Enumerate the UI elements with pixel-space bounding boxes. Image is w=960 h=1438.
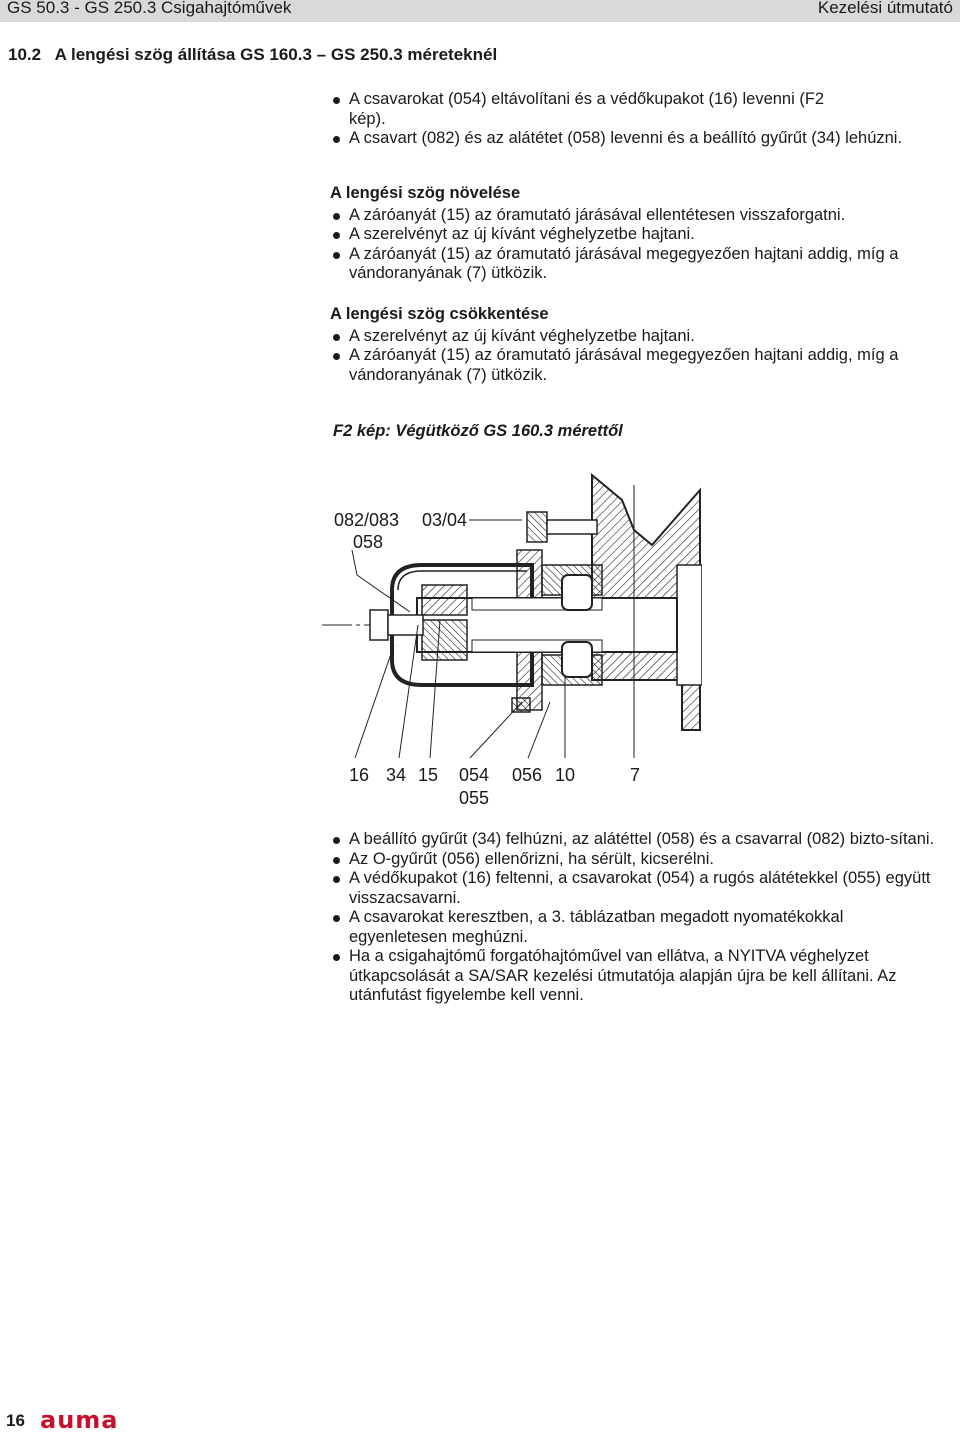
list-item: A szerelvényt az új kívánt véghelyzetbe hajtani.	[330, 225, 950, 245]
list-item: A záróanyát (15) az óramutató járásával megegyezően hajtani addig, míg a vándoranyának (7) ütközik.	[330, 346, 950, 385]
label-082-083: 082/083	[334, 510, 400, 530]
lock-nut	[422, 585, 467, 615]
bolt-top	[527, 512, 547, 542]
list-item: A csavart (082) és az alátétet (058) levenni és a beállító gyűrűt (34) lehúzni.	[330, 129, 919, 149]
auma-logo-icon	[40, 1409, 128, 1433]
list-item: A csavarokat keresztben, a 3. táblázatban megadott nyomatékokkal egyenletesen meghúzni.	[330, 908, 909, 947]
decrease-section	[330, 305, 950, 385]
label-055: 055	[459, 788, 490, 808]
svg-text:auma: auma	[40, 1409, 119, 1433]
label-34: 34	[386, 765, 407, 785]
increase-heading: A lengési szög növelése	[330, 184, 521, 202]
end-stop-drawing	[322, 470, 702, 815]
page-number: 16	[6, 1411, 25, 1430]
figure-caption: F2 kép: Végütköző GS 160.3 mérettől	[333, 422, 623, 440]
page-header	[0, 0, 960, 22]
section-title: 10.2 A lengési szög állítása GS 160.3 – GS 250.3 méreteknél	[8, 45, 498, 64]
label-10: 10	[555, 765, 576, 785]
decrease-heading: A lengési szög csökkentése	[330, 305, 549, 323]
list-item: A záróanyát (15) az óramutató járásával megegyezően hajtani addig, míg a vándoranyának (7) ütközik.	[330, 245, 950, 284]
list-item: A szerelvényt az új kívánt véghelyzetbe hajtani.	[330, 327, 950, 347]
list-item: A csavarokat (054) eltávolítani és a védőkupakot (16) levenni (F2 kép).	[330, 90, 859, 129]
label-058: 058	[353, 532, 384, 552]
label-16: 16	[349, 765, 370, 785]
increase-section	[330, 184, 950, 284]
list-item: A záróanyát (15) az óramutató járásával ellentétesen visszaforgatni.	[330, 206, 950, 226]
list-item: Az O-gyűrűt (056) ellenőrizni, ha sérült, kicserélni.	[330, 850, 950, 870]
label-056: 056	[512, 765, 543, 785]
list-item: A védőkupakot (16) feltenni, a csavarokat (054) a rugós alátétekkel (055) együtt visszacsavarni.	[330, 869, 950, 908]
intro-list	[330, 90, 950, 149]
after-list	[330, 830, 950, 1006]
auma-logo	[40, 1409, 128, 1438]
label-03-04: 03/04	[422, 510, 468, 530]
list-item: A beállító gyűrűt (34) felhúzni, az alátéttel (058) és a csavarral (082) bizto-sítani.	[330, 830, 939, 850]
label-054: 054	[459, 765, 490, 785]
label-7: 7	[630, 765, 641, 785]
bolt-082	[370, 610, 388, 640]
header-doc-type: Kezelési útmutató	[817, 0, 953, 17]
label-15: 15	[418, 765, 439, 785]
list-item: Ha a csigahajtómű forgatóhajtóművel van ellátva, a NYITVA véghelyzet útkapcsolását a SA/SAR kezelési útmutatója alapján újra be kell állítani. Az utánfutást figyelembe kell venni.	[330, 947, 929, 1006]
header-title: GS 50.3 - GS 250.3 Csigahajtóművek	[7, 0, 292, 17]
